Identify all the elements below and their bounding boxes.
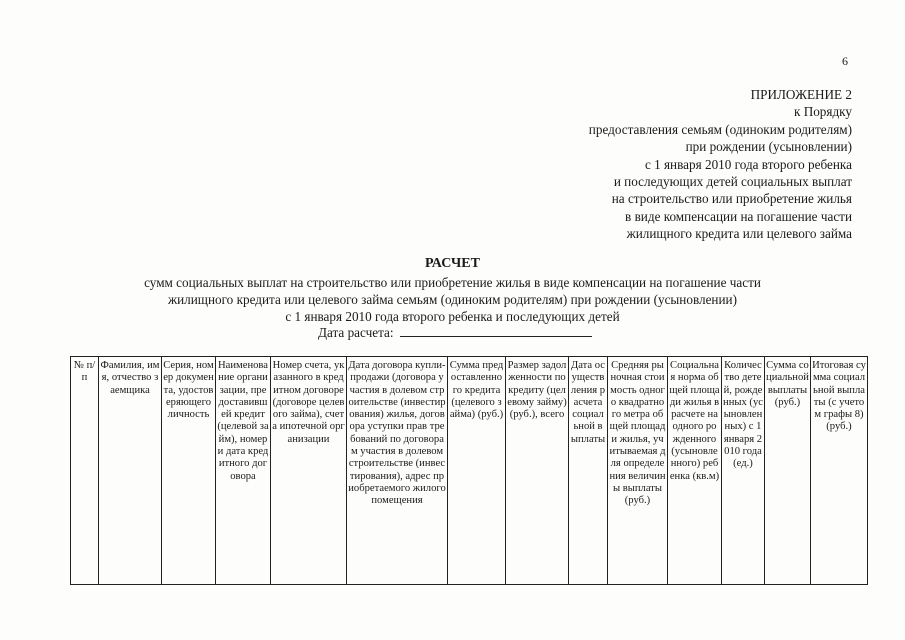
column-header: Итоговая сумма социальной выплаты (с учетом графы 8) (руб.) — [811, 357, 868, 585]
column-header: Дата договора купли-продажи (договора участия в долевом строительстве (инвестирования) жилья, договора уступки прав требований по договорам участия в долевом строительстве (инвестирования), адрес приобретаемого жилого помещения — [347, 357, 448, 585]
calc-date — [318, 324, 592, 341]
column-header: Наименование организации, предоставившей кредит (целевой займ), номер и дата кредитного договора — [216, 357, 271, 585]
column-header: Номер счета, указанного в кредитном договоре (договоре целевого займа), счета ипотечной организации — [271, 357, 347, 585]
subtitle-line: сумм социальных выплат на строительство или приобретение жилья в виде компенсации на погашение части — [144, 275, 761, 290]
column-header: Серия, номер документа, удостоверяющего личность — [162, 357, 216, 585]
calc-date-blank — [400, 324, 592, 337]
column-header: Количество детей, рожденных (усыновленных) с 1 января 2010 года (ед.) — [722, 357, 765, 585]
subtitle-line: жилищного кредита или целевого займа семьям (одиноким родителям) при рождении (усыновлении) — [167, 292, 737, 308]
appendix-line: предоставления семьям (одиноким родителям) — [588, 121, 852, 137]
page-number: 6 — [842, 54, 848, 68]
appendix-line: в виде компенсации на погашение части — [625, 208, 852, 224]
calc-date-label: Дата расчета: — [318, 325, 394, 340]
appendix-line: ПРИЛОЖЕНИЕ 2 — [750, 87, 852, 102]
column-header: Сумма предоставленного кредита (целевого займа) (руб.) — [448, 357, 506, 585]
column-header: Социальная норма общей площади жилья в расчете на одного рожденного (усыновленного) ребенка (кв.м) — [668, 357, 722, 585]
column-header: Сумма социальной выплаты (руб.) — [765, 357, 811, 585]
appendix-line: при рождении (усыновлении) — [685, 139, 852, 155]
column-header: № п/п — [71, 357, 99, 585]
appendix-header — [589, 86, 852, 243]
calculation-table — [70, 356, 868, 585]
column-header: Фамилия, имя, отчество заемщика — [99, 357, 162, 585]
appendix-line: и последующих детей социальных выплат — [613, 174, 852, 190]
table-header-row — [71, 357, 868, 585]
appendix-line: жилищного кредита или целевого займа — [626, 226, 852, 242]
column-header: Размер задолженности по кредиту (целевому займу) (руб.), всего — [506, 357, 569, 585]
document-subtitle — [0, 274, 905, 326]
column-header: Средняя рыночная стоимость одного квадратного метра общей площади жилья, учитываемая для определения величины выплаты (руб.) — [608, 357, 668, 585]
subtitle-line: с 1 января 2010 года второго ребенка и последующих детей — [285, 309, 620, 325]
column-header: Дата осуществления расчета социальной выплаты — [569, 357, 608, 585]
appendix-line: с 1 января 2010 года второго ребенка — [644, 156, 852, 172]
appendix-line: к Порядку — [793, 104, 852, 120]
document-title: РАСЧЕТ — [425, 256, 480, 271]
appendix-line: на строительство или приобретение жилья — [611, 191, 852, 207]
